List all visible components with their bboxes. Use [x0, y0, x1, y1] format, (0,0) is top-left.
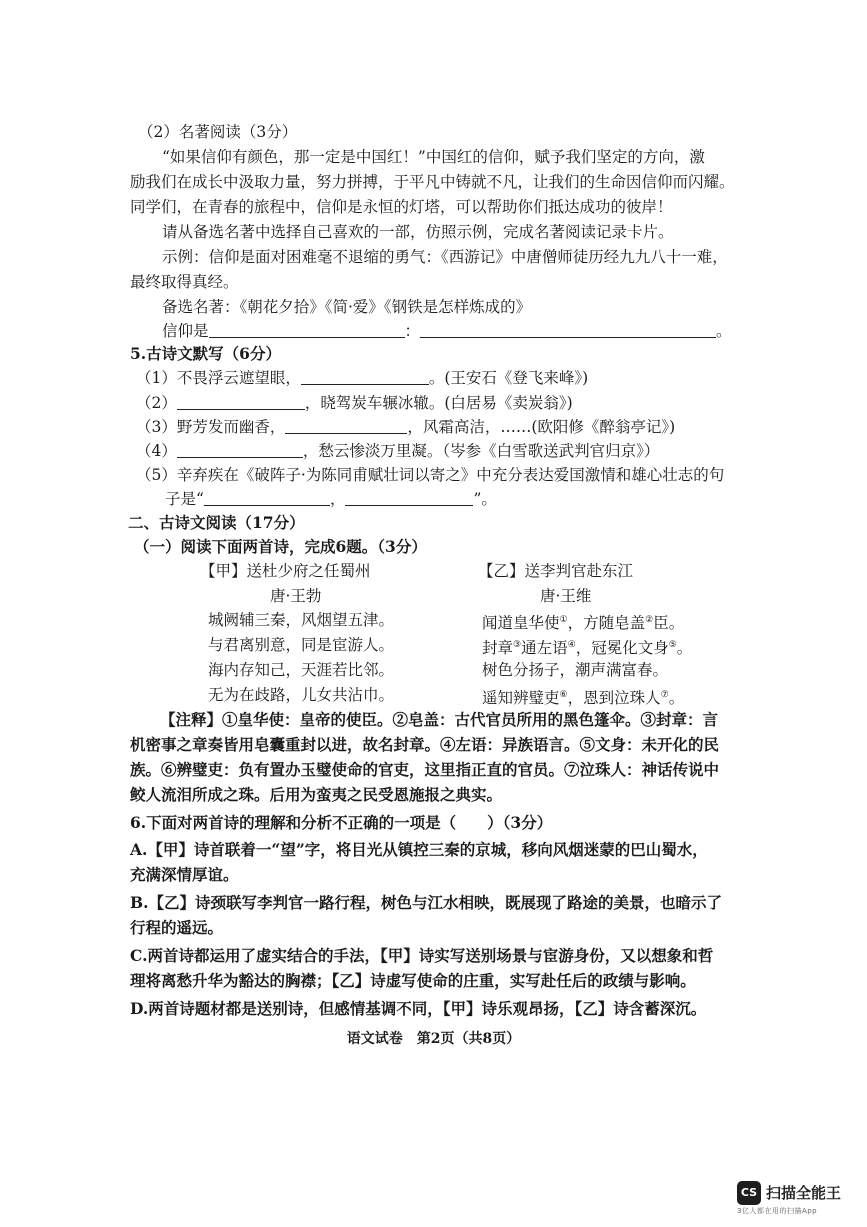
section-heading-reading: （2）名著阅读（3分）: [138, 123, 298, 141]
answer-blank[interactable]: [209, 322, 405, 338]
poem-b-line: [482, 634, 692, 659]
book-options: 备选名著：《朝花夕拾》《简·爱》《钢铁是怎样炼成的》: [162, 298, 532, 316]
poem-a-line: 无为在歧路，儿女共沾巾。: [208, 686, 395, 704]
poem-b-line: [482, 684, 684, 709]
fill-period: 。: [716, 322, 732, 340]
poem-a-title: 【甲】送杜少府之任蜀州: [200, 562, 371, 580]
item-text: 。(王安石《登飞来峰》): [428, 369, 589, 387]
fill-line-belief: [162, 320, 732, 342]
note-marker: ⑦: [660, 690, 669, 700]
annotation-line: 【注释】①皇华使：皇帝的使臣。②皂盖：古代官员所用的黑色篷伞。③封章：言: [160, 710, 719, 729]
poem-a-line: 城阙辅三秦，风烟望五津。: [208, 611, 395, 629]
question-stem: 6.下面对两首诗的理解和分析不正确的一项是（ ）（3分）: [130, 813, 553, 832]
answer-blank[interactable]: [301, 369, 429, 385]
annotation-line: 机密事之章奏皆用皂囊重封以进，故名封章。④左语：异族语言。⑤文身：未开化的民: [130, 735, 720, 754]
poem-text: 。: [676, 639, 693, 658]
note-marker: ④: [567, 640, 576, 650]
item-text: 子是“: [165, 490, 204, 508]
paragraph-line: 示例：信仰是面对困难毫不退缩的勇气：《西游记》中唐僧师徒历经九九八十一难，: [162, 248, 728, 266]
subsection-heading: （一）阅读下面两首诗，完成6题。（3分）: [134, 537, 427, 556]
poem-text: 臣。: [653, 614, 685, 633]
recitation-item: （5）辛弃疾在《破阵子·为陈同甫赋壮词以寄之》中充分表达爱国激情和雄心壮志的句: [136, 466, 725, 484]
item-text: （4）: [136, 442, 177, 460]
item-text: ”。: [473, 490, 497, 508]
poem-b-author: 唐·王维: [540, 587, 592, 605]
option-b-cont: 行程的遥远。: [130, 918, 224, 937]
poem-text: 通左语: [521, 639, 568, 658]
answer-blank[interactable]: [285, 418, 407, 434]
recitation-item: [136, 367, 588, 389]
poem-b-line: [482, 609, 684, 634]
note-marker: ⑤: [668, 640, 677, 650]
item-text: （1）不畏浮云遮望眼，: [136, 369, 301, 387]
item-text: ，风霜高洁，……(欧阳修《醉翁亭记》): [407, 418, 676, 436]
poem-b-line: 树色分扬子，潮声满富春。: [482, 661, 669, 679]
poem-b-title: 【乙】送李判官赴东江: [478, 562, 634, 580]
recitation-item: [136, 440, 659, 462]
note-marker: ①: [559, 615, 568, 625]
note-marker: ③: [513, 640, 522, 650]
poem-text: 闻道皇华使: [482, 614, 560, 633]
option-a-cont: 充满深情厚谊。: [130, 865, 239, 884]
note-marker: ⑥: [559, 690, 568, 700]
paragraph-line: 同学们，在青春的旅程中，信仰是永恒的灯塔，可以帮助你们抵达成功的彼岸！: [130, 198, 673, 216]
paragraph-line: 励我们在成长中汲取力量，努力拼搏，于平凡中铸就不凡，让我们的生命因信仰而闪耀。: [130, 173, 735, 191]
part-heading: 二、古诗文阅读（17分）: [128, 513, 305, 532]
item-text: （2）: [136, 394, 177, 412]
paragraph-line: 最终取得真经。: [130, 273, 239, 291]
recitation-item-cont: [165, 488, 497, 510]
option-b[interactable]: B.【乙】诗颈联写李判官一路行程，树色与江水相映，既展现了路途的美景，也暗示了: [130, 893, 722, 912]
answer-blank[interactable]: [177, 394, 305, 410]
page-footer: 语文试卷 第2页（共8页）: [346, 1031, 521, 1047]
answer-blank[interactable]: [204, 490, 330, 506]
poem-a-author: 唐·王勃: [270, 587, 322, 605]
poem-text: 封章: [482, 639, 514, 658]
camscanner-logo-icon: CS: [737, 1181, 761, 1205]
paragraph-line: “如果信仰有颜色，那一定是中国红！”中国红的信仰，赋予我们坚定的方向，激: [162, 148, 705, 166]
fill-colon: ：: [404, 322, 421, 340]
section-heading-recitation: 5.古诗文默写（6分）: [130, 344, 281, 363]
item-text: ，愁云惨淡万里凝。（岑参《白雪歌送武判官归京》）: [302, 442, 660, 460]
recitation-item: [136, 416, 675, 438]
item-text: ，: [329, 490, 346, 508]
annotation-line: 族。⑥辨璧吏：负有置办玉璧使命的官吏，这里指正直的官员。⑦泣珠人：神话传说中: [130, 760, 720, 779]
note-marker: ②: [645, 615, 654, 625]
answer-blank[interactable]: [420, 322, 716, 338]
fill-label: 信仰是: [162, 322, 209, 340]
answer-blank[interactable]: [345, 490, 473, 506]
poem-text: 。: [668, 689, 685, 708]
poem-a-line: 与君离别意，同是宦游人。: [208, 636, 395, 654]
watermark-name: 扫描全能王: [766, 1184, 842, 1202]
option-c[interactable]: C.两首诗都运用了虚实结合的手法，【甲】诗实写送别场景与宦游身份，又以想象和哲: [130, 946, 714, 965]
poem-text: ，冠冕化文身: [575, 639, 669, 658]
watermark-tagline: 3亿人都在用的扫描App: [737, 1207, 818, 1215]
option-c-cont: 理将离愁升华为豁达的胸襟；【乙】诗虚写使命的庄重，实写赴任后的政绩与影响。: [130, 971, 696, 990]
scanner-watermark: [737, 1179, 847, 1219]
answer-blank[interactable]: [177, 442, 303, 458]
option-d[interactable]: D.两首诗题材都是送别诗，但感情基调不同，【甲】诗乐观昂扬，【乙】诗含蓄深沉。: [130, 999, 707, 1018]
item-text: ，晓驾炭车辗冰辙。(白居易《卖炭翁》): [304, 394, 573, 412]
option-a[interactable]: A.【甲】诗首联着一“望”字，将目光从镇控三秦的京城，移向风烟迷蒙的巴山蜀水，: [130, 840, 708, 859]
poem-text: ，恩到泣珠人: [567, 689, 661, 708]
poem-a-line: 海内存知己，天涯若比邻。: [208, 661, 395, 679]
annotation-line: 鲛人流泪所成之珠。后用为蛮夷之民受恩施报之典实。: [130, 785, 503, 804]
recitation-item: [136, 392, 573, 414]
item-text: （3）野芳发而幽香，: [136, 418, 286, 436]
poem-text: 遥知辨璧吏: [482, 689, 560, 708]
paragraph-line: 请从备选名著中选择自己喜欢的一部，仿照示例，完成名著阅读记录卡片。: [162, 223, 674, 241]
poem-text: ，方随皂盖: [567, 614, 646, 633]
